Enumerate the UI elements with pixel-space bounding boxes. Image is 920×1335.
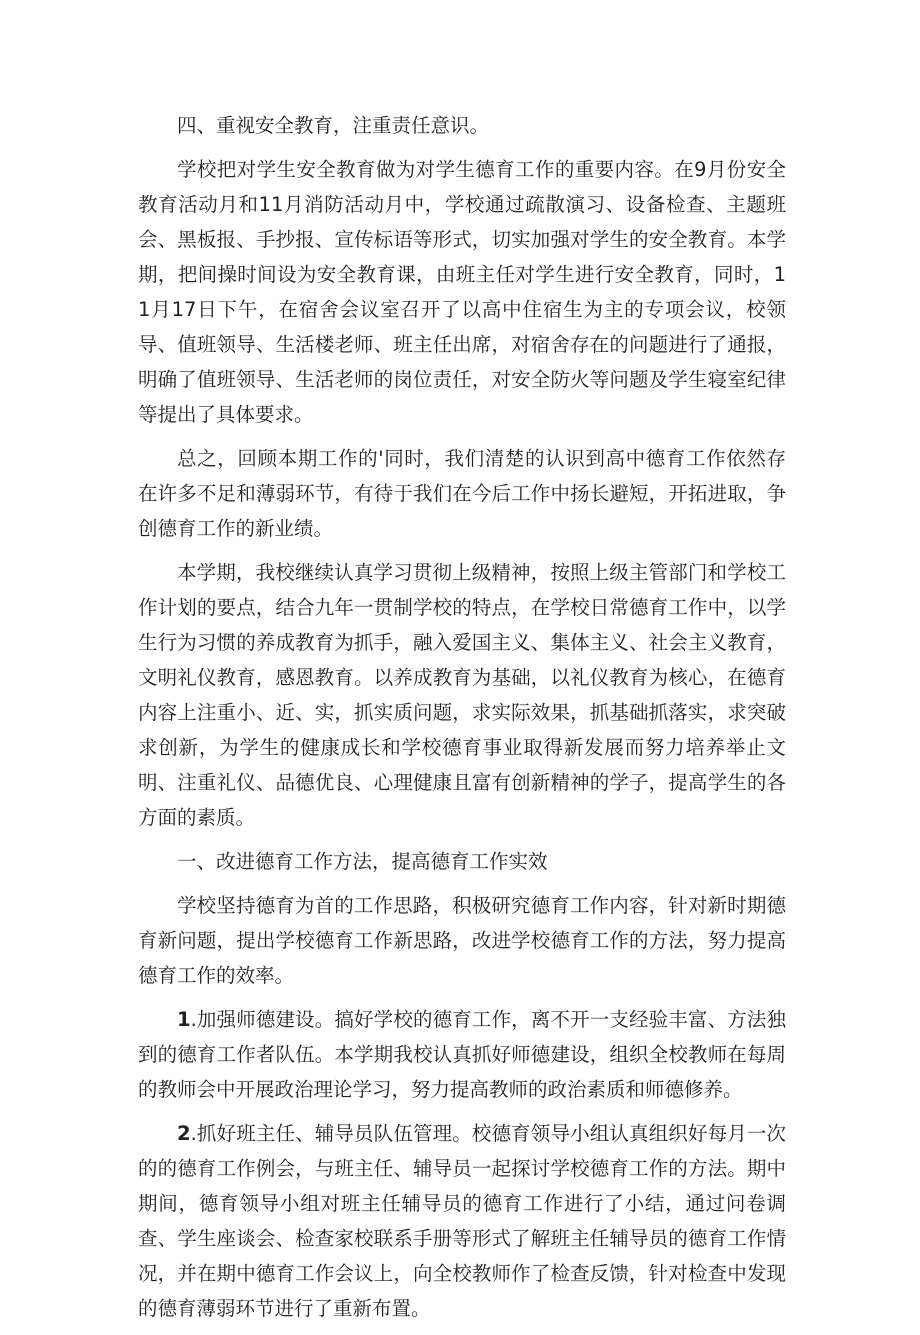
paragraph-safety-education: 学校把对学生安全教育做为对学生德育工作的重要内容。在9月份安全教育活动月和11月消防活动月中，学校通过疏散演习、设备检查、主题班会、黑板报、手抄报、宣传标语等形式，切实加强对学生的安全教育。本学期，把间操时间设为安全教育课，由班主任对学生进行安全教育，同时，11月17日下午，在宿舍会议室召开了以高中住宿生为主的专项会议，校领导、值班领导、生活楼老师、班主任出席，对宿舍存在的问题进行了通报，明确了值班领导、生活老师的岗位责任，对安全防火等问题及学生寝室纪律等提出了具体要求。	[138, 158, 786, 426]
section-heading-methods: 一、改进德育工作方法，提高德育工作实效	[177, 850, 548, 873]
item-text: .加强师德建设。搞好学校的德育工作，离不开一支经验丰富、方法独到的德育工作者队伍。本学期我校认真抓好师德建设，组织全校教师在每周的教师会中开展政治理论学习，努力提高教师的政治素质和师德修养。	[138, 1008, 786, 1101]
paragraph-summary: 总之，回顾本期工作的'同时，我们清楚的认识到高中德育工作依然存在许多不足和薄弱环节，有待于我们在今后工作中扬长避短，开拓进取，争创德育工作的新业绩。	[138, 447, 786, 540]
item-number: 2	[177, 1122, 191, 1145]
document-body	[138, 108, 786, 1335]
paragraph-semester-overview: 本学期，我校继续认真学习贯彻上级精神，按照上级主管部门和学校工作计划的要点，结合九年一贯制学校的特点，在学校日常德育工作中，以学生行为习惯的养成教育为抓手，融入爱国主义、集体主义、社会主义教育，文明礼仪教育，感恩教育。以养成教育为基础，以礼仪教育为核心，在德育内容上注重小、近、实，抓实质问题，求实际效果，抓基础抓落实，求突破求创新，为学生的健康成长和学校德育事业取得新发展而努力培养举止文明、注重礼仪、品德优良、心理健康且富有创新精神的学子，提高学生的各方面的素质。	[138, 561, 786, 829]
paragraph-methods-intro: 学校坚持德育为首的工作思路，积极研究德育工作内容，针对新时期德育新问题，提出学校德育工作新思路，改进学校德育工作的方法，努力提高德育工作的效率。	[138, 894, 786, 987]
item-text: .抓好班主任、辅导员队伍管理。校德育领导小组认真组织好每月一次的的德育工作例会，与班主任、辅导员一起探讨学校德育工作的方法。期中期间，德育领导小组对班主任辅导员的德育工作进行了小结，通过问卷调查、学生座谈会、检查家校联系手册等形式了解班主任辅导员的德育工作情况，并在期中德育工作会议上，向全校教师作了检查反馈，针对检查中发现的德育薄弱环节进行了重新布置。	[138, 1122, 786, 1320]
section-heading-safety: 四、重视安全教育，注重责任意识。	[177, 114, 490, 137]
numbered-item-class-management	[138, 1116, 786, 1326]
numbered-item-teacher-ethics	[138, 1002, 786, 1107]
item-number: 1	[177, 1008, 191, 1031]
